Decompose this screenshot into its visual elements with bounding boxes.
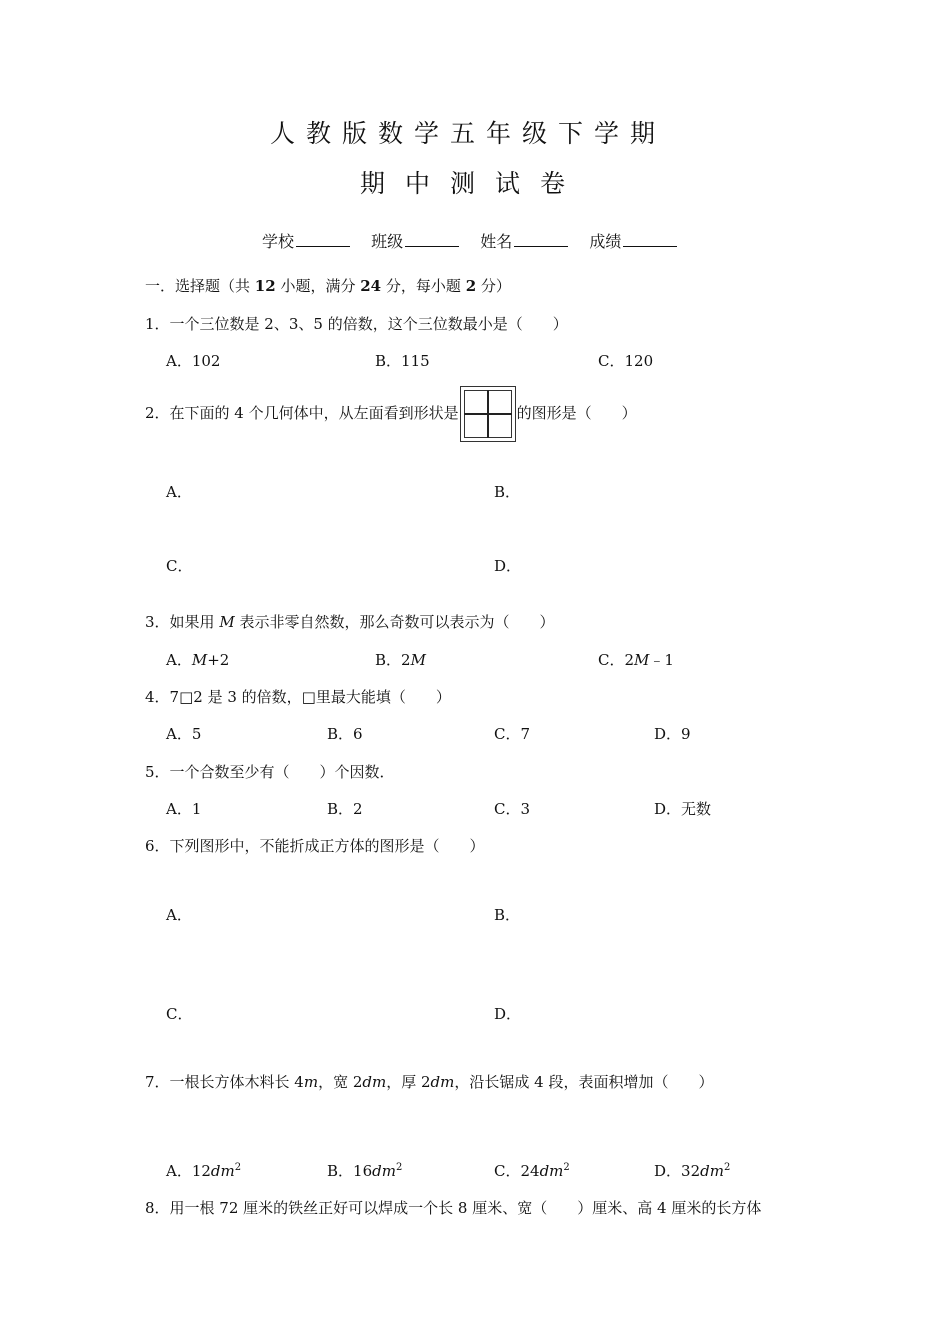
q3-option-a[interactable]: A．M+2 [166,651,230,669]
q7-option-b[interactable]: B．$16dm^2$ [327,1162,403,1180]
q4-option-a[interactable]: A．5 [166,725,202,743]
question-8-stem: 8．用一根 72 厘米的铁丝正好可以焊成一个长 8 厘米、宽（ ）厘米、高 4 厘米的长方体 [145,1199,762,1217]
q2-option-a[interactable]: A． [166,483,192,501]
q6-option-b[interactable]: B． [494,906,521,924]
q7-option-c[interactable]: C．$24dm^2$ [494,1162,570,1180]
q2-option-b[interactable]: B． [494,483,521,501]
section-heading: 一．选择题（共 12 小题，满分 24 分，每小题 2 分） [145,277,511,295]
field-score: 成绩 [589,229,677,252]
q7-option-a[interactable]: A．$12dm^2$ [166,1162,242,1180]
name-blank[interactable] [514,232,568,247]
score-blank[interactable] [623,232,677,247]
q3-option-b[interactable]: B．2M [375,651,426,669]
q2-option-c[interactable]: C． [166,557,193,575]
q3-option-c[interactable]: C．2M﹣1 [598,651,674,669]
q4-option-d[interactable]: D．9 [654,725,691,743]
student-info-row [262,229,693,252]
question-5-stem: 5．一个合数至少有（ ）个因数． [145,763,395,781]
q6-option-c[interactable]: C． [166,1005,193,1023]
field-class: 班级 [371,229,459,252]
page-subtitle: 期中测试卷 [360,169,586,198]
q7-option-d[interactable]: D．$32dm^2$ [654,1162,731,1180]
q5-option-b[interactable]: B．2 [327,800,363,818]
question-6-stem: 6．下列图形中，不能折成正方体的图形是（ ） [145,837,485,855]
question-1-stem: 1．一个三位数是 2、3、5 的倍数，这个三位数最小是（ ） [145,315,568,333]
question-4-stem: 4．7□2 是 3 的倍数，□里最大能填（ ） [145,688,451,706]
question-2-stem: 2．在下面的 4 个几何体中，从左面看到形状是 的图形是（ ） [145,384,637,442]
q5-option-c[interactable]: C．3 [494,800,531,818]
q4-option-c[interactable]: C．7 [494,725,531,743]
q2-option-d[interactable]: D． [494,557,522,575]
page-title: 人教版数学五年级下学期 [270,119,667,148]
q1-option-a[interactable]: A．102 [166,352,221,370]
q6-option-d[interactable]: D． [494,1005,522,1023]
question-7-stem: 7．一根长方体木料长 4m，宽 2dm，厚 2dm，沿长锯成 4 段，表面积增加（ ） [145,1073,714,1091]
q6-option-a[interactable]: A． [166,906,192,924]
question-3-stem: 3．如果用 M 表示非零自然数，那么奇数可以表示为（ ） [145,613,555,631]
q4-option-b[interactable]: B．6 [327,725,363,743]
q5-option-d[interactable]: D．无数 [654,800,712,818]
q1-option-c[interactable]: C．120 [598,352,654,370]
q5-option-a[interactable]: A．1 [166,800,202,818]
class-blank[interactable] [405,232,459,247]
school-blank[interactable] [296,232,350,247]
field-school: 学校 [262,229,350,252]
q1-option-b[interactable]: B．115 [375,352,430,370]
field-name: 姓名 [480,229,568,252]
left-view-grid-icon [460,386,516,442]
